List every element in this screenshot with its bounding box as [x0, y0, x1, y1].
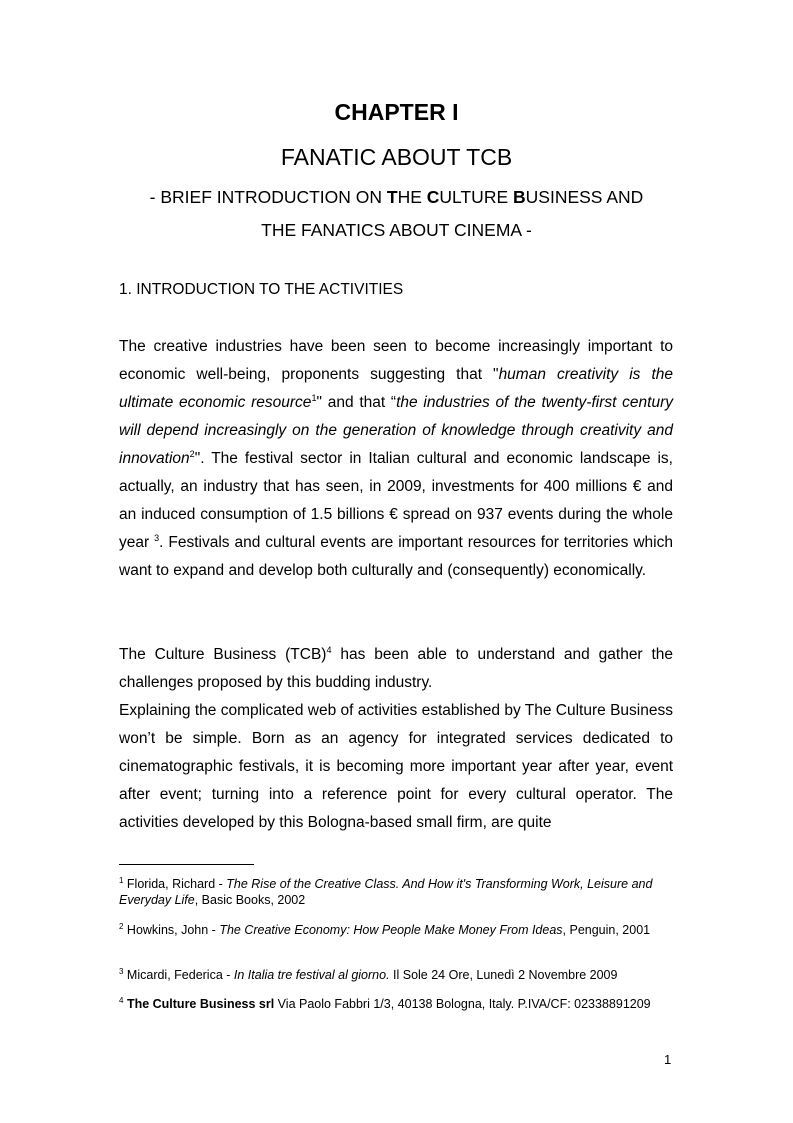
subtitle-bold-letter: C — [426, 187, 440, 207]
subtitle-bold-letter: B — [513, 187, 526, 207]
paragraph-text: The creative industries have been seen to become increasingly important to economic well-being, proponents suggesting that " — [119, 338, 673, 383]
footnote-text: Il Sole 24 Ore, Lunedì 2 Novembre 2009 — [389, 968, 618, 982]
quoted-text: human creativity is the ultimate economic resource — [119, 366, 673, 411]
subtitle-text: USINESS AND — [525, 187, 644, 207]
paragraph-text: " and that “ — [316, 394, 397, 411]
footnote-number: 3 — [119, 966, 124, 976]
paragraph-text: has been able to understand and gather the challenges proposed by this budding industry. — [119, 646, 674, 691]
footnote-1 — [119, 876, 673, 908]
footnote-text: , Basic Books, 2002 — [194, 893, 306, 907]
footnote-4 — [119, 996, 673, 1012]
footnote-ref: 1 — [311, 392, 317, 403]
body-paragraph-2 — [119, 641, 673, 697]
chapter-title: FANATIC ABOUT TCB — [280, 144, 513, 170]
section-title: 1. INTRODUCTION TO THE ACTIVITIES — [119, 281, 404, 298]
paragraph-text: . Festivals and cultural events are important resources for territories which want to expand and develop both culturally and (consequently) economically. — [119, 534, 673, 579]
footnote-number: 1 — [119, 875, 124, 885]
footnote-title: The Creative Economy: How People Make Money From Ideas — [219, 923, 563, 937]
footnote-ref: 4 — [326, 644, 332, 655]
subtitle-bold-letter: T — [386, 187, 398, 207]
paragraph-text: ". The festival sector in Italian cultural and economic landscape is, actually, an industry that has seen, in 2009, investments for 400 millions € and an induced consumption of 1.5 billions € spread on 937 events during the whole year — [119, 450, 673, 551]
footnote-title: The Rise of the Creative Class. And How it's Transforming Work, Leisure and Everyday Life — [119, 877, 653, 907]
chapter-heading: CHAPTER I — [334, 99, 459, 125]
chapter-subtitle-line1 — [0, 185, 793, 209]
chapter-subtitle-line2: THE FANATICS ABOUT CINEMA - — [261, 220, 532, 240]
footnote-ref: 3 — [154, 532, 160, 543]
footnote-title: In Italia tre festival al giorno. — [233, 968, 390, 982]
footnote-text: Micardi, Federica - — [123, 968, 234, 982]
footnote-number: 2 — [119, 921, 124, 931]
footnote-text: Via Paolo Fabbri 1/3, 40138 Bologna, Italy. P.IVA/CF: 02338891209 — [274, 997, 651, 1011]
footnote-divider — [119, 864, 254, 865]
footnote-company-name: The Culture Business srl — [126, 997, 275, 1011]
footnote-number: 4 — [119, 995, 124, 1005]
subtitle-text: ULTURE — [439, 187, 513, 207]
paragraph-text: The Culture Business (TCB) — [119, 646, 327, 663]
footnote-ref: 2 — [189, 448, 195, 459]
body-paragraph-3: Explaining the complicated web of activities established by The Culture Business won’t be simple. Born as an agency for integrated services dedicated to cinematographic festivals, it is becoming more important year after year, event after event; turning into a reference point for every cultural operator. The activities developed by this Bologna-based small firm, are quite — [119, 702, 673, 831]
subtitle-text: HE — [397, 187, 427, 207]
page-number: 1 — [664, 1052, 672, 1067]
footnote-text: , Penguin, 2001 — [562, 923, 651, 937]
quoted-text: the industries of the twenty-first century will depend increasingly on the generation of knowledge through creativity and innovation — [119, 394, 673, 467]
subtitle-text: - BRIEF INTRODUCTION ON — [149, 187, 387, 207]
footnote-2 — [119, 922, 673, 938]
footnote-3 — [119, 967, 673, 983]
body-paragraph-1 — [119, 333, 673, 585]
footnote-text: Howkins, John - — [123, 923, 220, 937]
footnote-text: Florida, Richard - — [123, 877, 227, 891]
